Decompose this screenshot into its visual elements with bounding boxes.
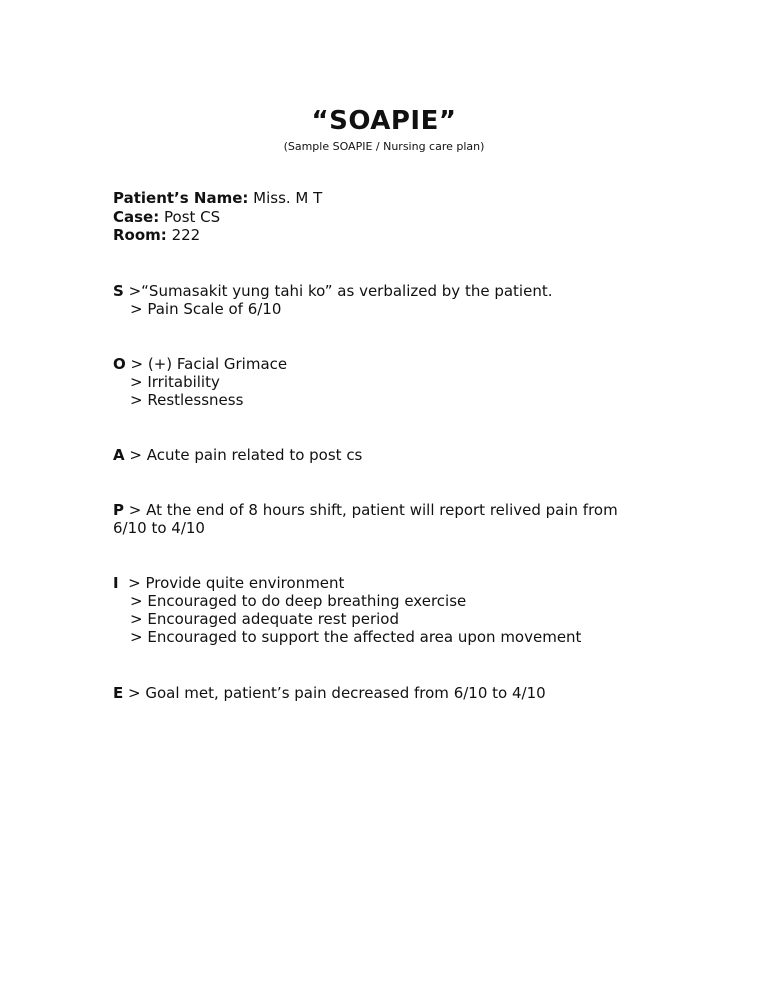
intervention-line-2: > Encouraged to do deep breathing exercise (130, 592, 467, 610)
case-value: Post CS (159, 208, 221, 226)
intervention-line-4: > Encouraged to support the affected area upon movement (130, 628, 582, 646)
evaluation-letter: E (113, 684, 124, 702)
intervention-letter: I (113, 574, 119, 592)
room-label: Room: (113, 226, 167, 244)
room-row (113, 226, 200, 244)
case-label: Case: (113, 208, 160, 226)
evaluation-text-1: > Goal met, patient’s pain decreased from 6/10 to 4/10 (123, 684, 546, 702)
objective-text-1: > (+) Facial Grimace (125, 355, 288, 373)
patient-name-label: Patient’s Name: (113, 189, 249, 207)
document-title: “SOAPIE” (311, 106, 457, 136)
subjective-letter: S (113, 282, 124, 300)
case-row (113, 208, 220, 226)
planning-text-1: > At the end of 8 hours shift, patient will report relived pain from (124, 501, 618, 519)
objective-letter: O (113, 355, 126, 373)
subjective-line-1 (113, 282, 552, 300)
objective-line-3: > Restlessness (130, 391, 244, 409)
subjective-line-2: > Pain Scale of 6/10 (130, 300, 282, 318)
intervention-line-3: > Encouraged adequate rest period (130, 610, 400, 628)
assessment-text-1: > Acute pain related to post cs (124, 446, 363, 464)
document-subtitle: (Sample SOAPIE / Nursing care plan) (283, 140, 485, 153)
planning-letter: P (113, 501, 124, 519)
evaluation-line-1 (113, 684, 546, 702)
intervention-text-1: > Provide quite environment (118, 574, 345, 592)
objective-line-1 (113, 355, 287, 373)
planning-line-2: 6/10 to 4/10 (113, 519, 205, 537)
patient-name-row (113, 189, 322, 207)
patient-name-value: Miss. M T (248, 189, 323, 207)
assessment-letter: A (113, 446, 125, 464)
intervention-line-1 (113, 574, 344, 592)
subjective-text-1: >“Sumasakit yung tahi ko” as verbalized by the patient. (123, 282, 553, 300)
planning-line-1 (113, 501, 618, 519)
room-value: 222 (166, 226, 201, 244)
assessment-line-1 (113, 446, 362, 464)
objective-line-2: > Irritability (130, 373, 220, 391)
